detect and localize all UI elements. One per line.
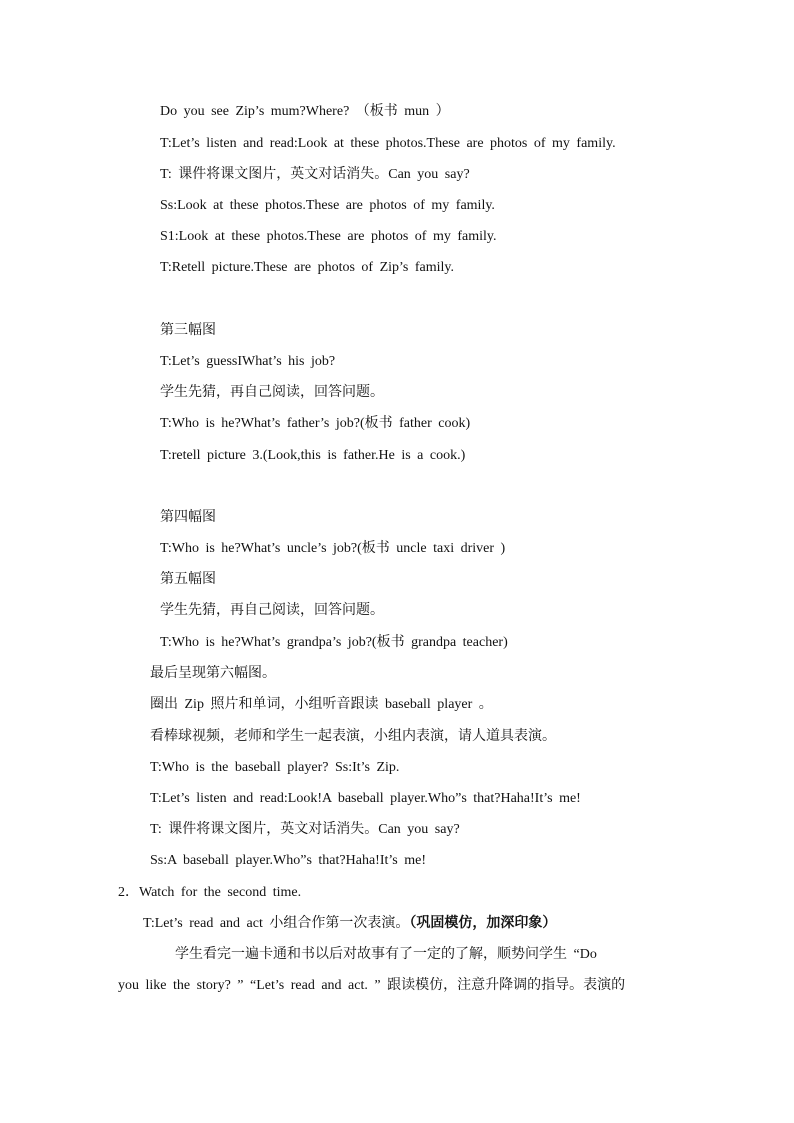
- text-line: 学生先猜，再自己阅读，回答问题。: [160, 385, 384, 400]
- text-line: T:Who is he?What’s grandpa’s job?(板书 grandpa teacher): [160, 635, 508, 650]
- text-line: T:Who is he?What’s father’s job?(板书 father cook): [160, 416, 471, 431]
- numbered-item: 2．Watch for the second time.: [118, 885, 302, 900]
- text-line: Ss:A baseball player.Who”s that?Haha!It’s me!: [150, 853, 426, 868]
- section-heading: 第三幅图: [160, 323, 216, 338]
- text-line: 学生先猜，再自己阅读，回答问题。: [160, 603, 384, 618]
- text-line: T: 课件将课文图片，英文对话消失。Can you say?: [160, 167, 470, 182]
- text-line: S1:Look at these photos.These are photos of my family.: [160, 229, 497, 244]
- section-heading: 第五幅图: [160, 572, 216, 587]
- text-line: Do you see Zip’s mum?Where? （板书 mun ）: [160, 104, 450, 119]
- text-line: 最后呈现第六幅图。: [150, 666, 276, 681]
- bold-note: （巩固模仿，加深印象）: [409, 916, 557, 931]
- text-line: T:Let’s listen and read:Look at these photos.These are photos of my family.: [160, 136, 616, 151]
- text-line: T:retell picture 3.(Look,this is father.He is a cook.): [160, 448, 466, 463]
- text-line: 圈出 Zip 照片和单词，小组听音跟读 baseball player 。: [150, 697, 493, 712]
- section-heading: 第四幅图: [160, 510, 216, 525]
- text-line: [143, 914, 556, 934]
- text-run: T:Let’s read and act 小组合作第一次表演。: [143, 916, 410, 931]
- paragraph-line: 学生看完一遍卡通和书以后对故事有了一定的了解，顺势问学生 “Do: [175, 947, 597, 962]
- text-line: T:Who is the baseball player? Ss:It’s Zip.: [150, 760, 400, 775]
- text-line: T:Who is he?What’s uncle’s job?(板书 uncle taxi driver ): [160, 541, 506, 556]
- text-line: T: 课件将课文图片，英文对话消失。Can you say?: [150, 822, 460, 837]
- paragraph-line: you like the story? ” “Let’s read and act. ” 跟读模仿，注意升降调的指导。表演的: [118, 978, 626, 993]
- text-line: 看棒球视频，老师和学生一起表演，小组内表演，请人道具表演。: [150, 729, 556, 744]
- text-line: T:Let’s guessIWhat’s his job?: [160, 354, 336, 369]
- text-line: T:Retell picture.These are photos of Zip’s family.: [160, 260, 454, 275]
- text-line: T:Let’s listen and read:Look!A baseball player.Who”s that?Haha!It’s me!: [150, 791, 581, 806]
- text-line: Ss:Look at these photos.These are photos of my family.: [160, 198, 495, 213]
